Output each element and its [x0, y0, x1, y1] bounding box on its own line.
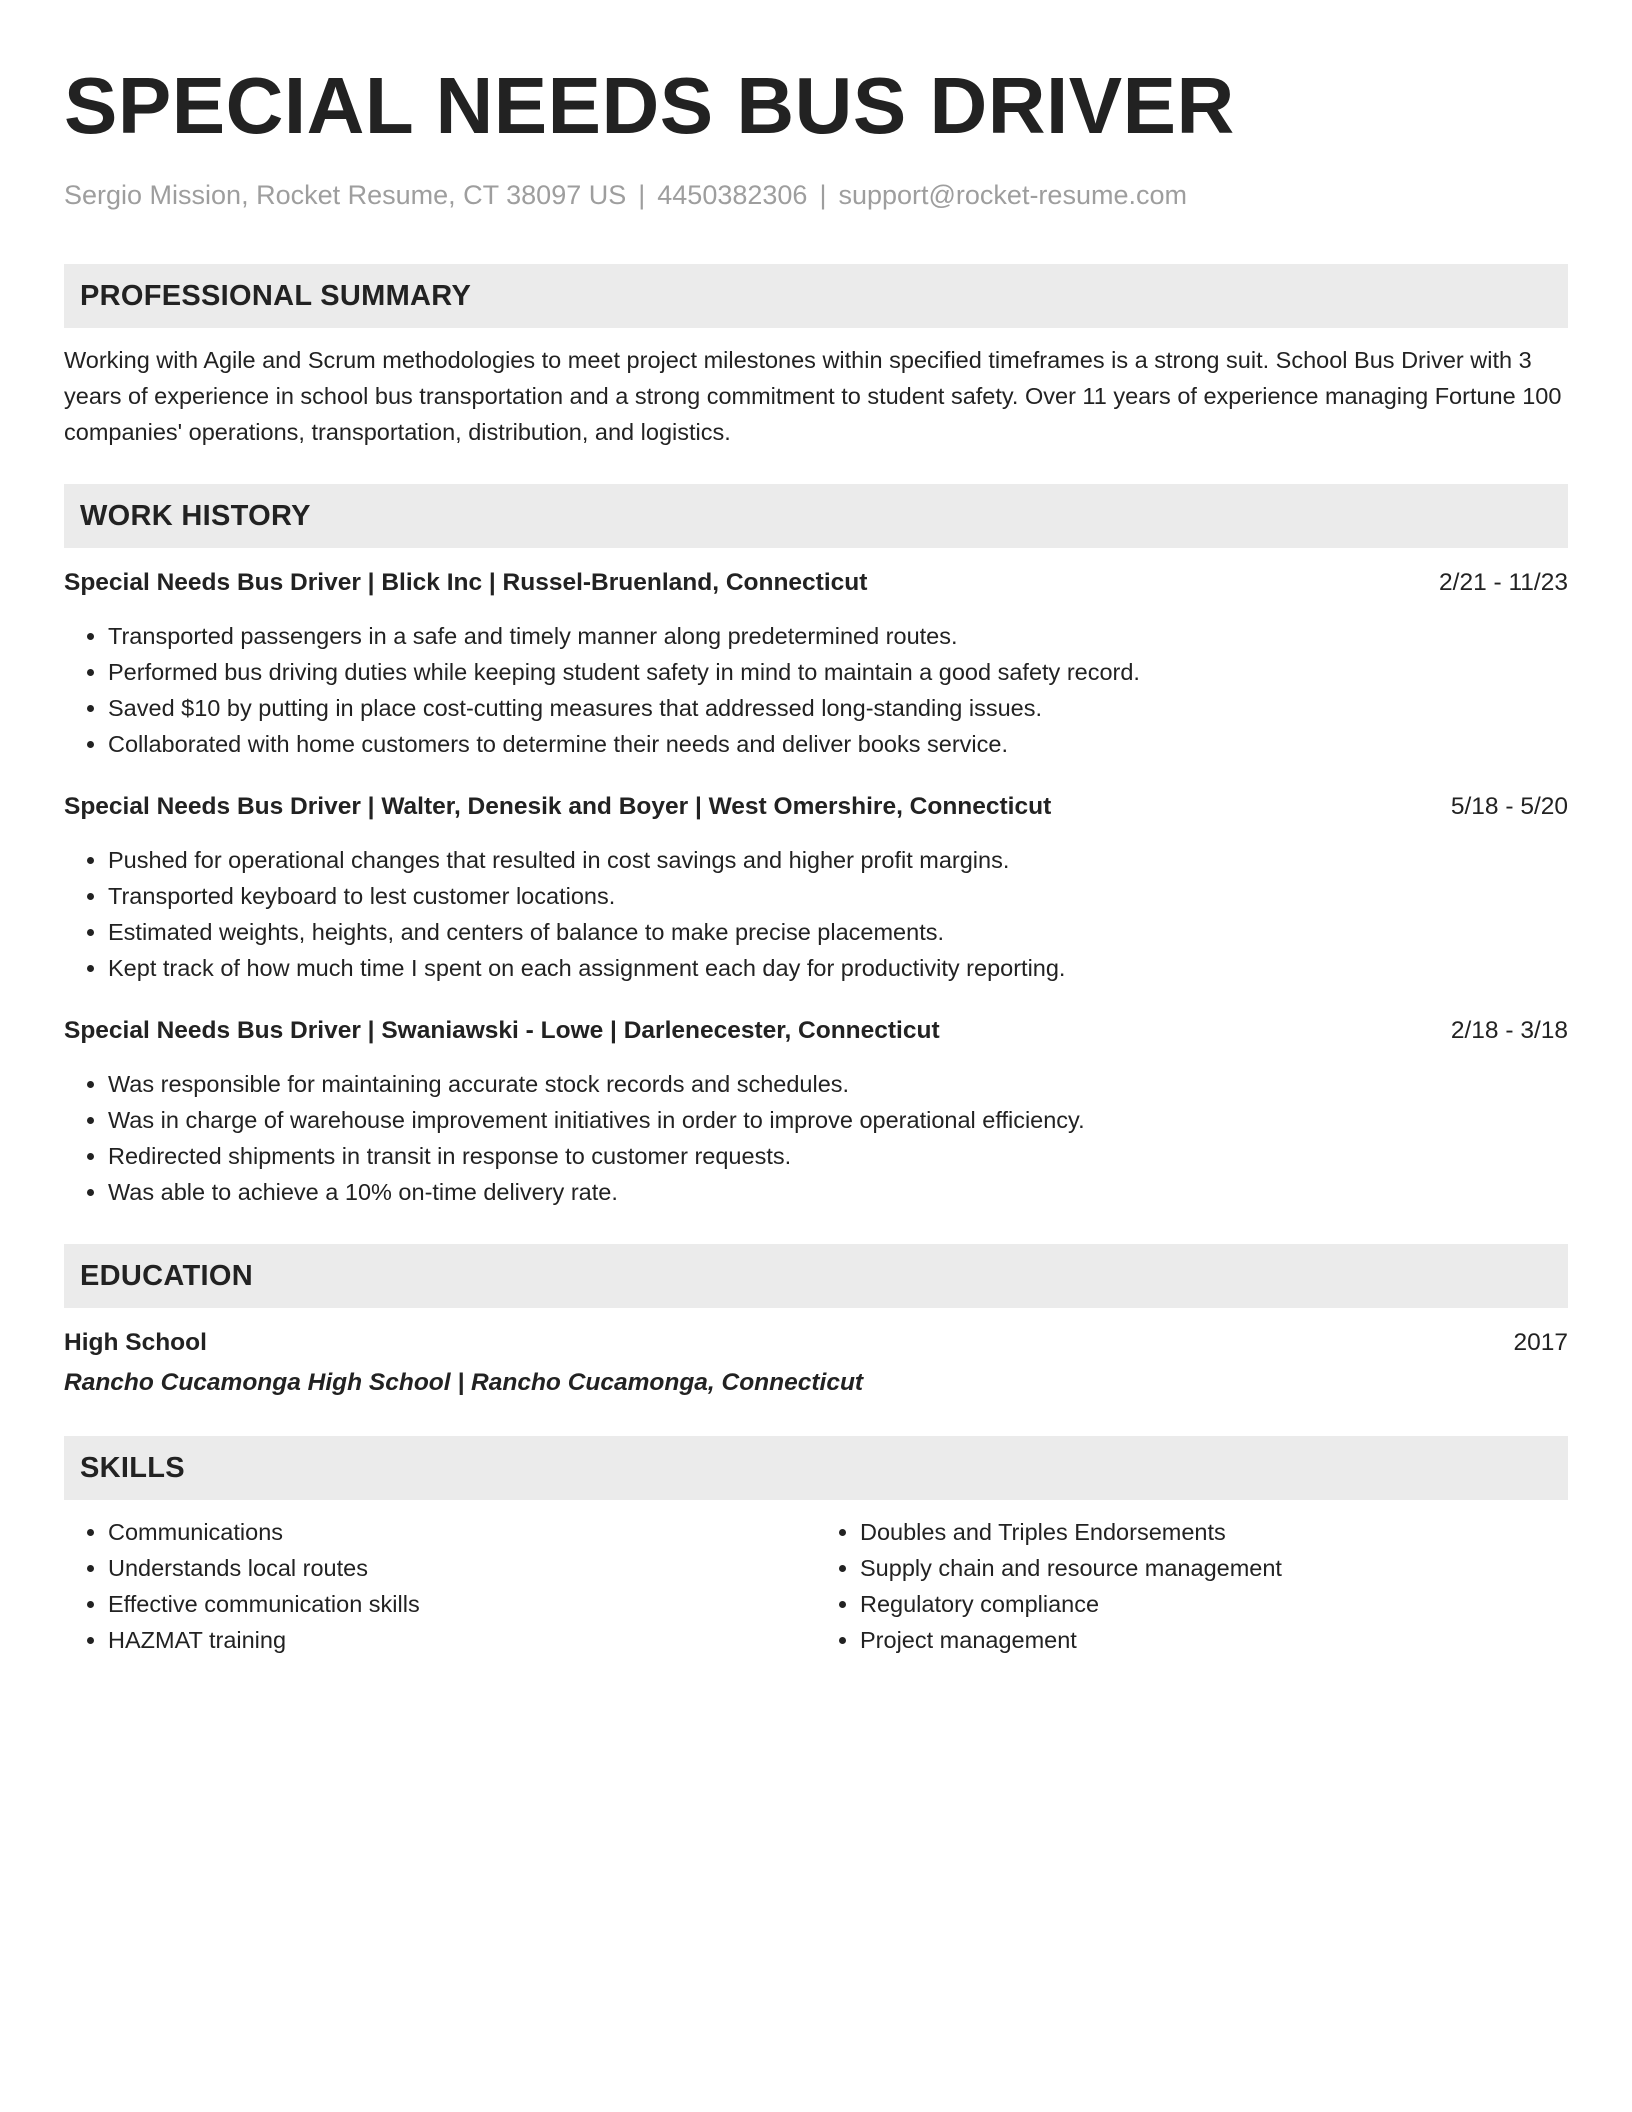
job-bullet: • Collaborated with home customers to determine their needs and deliver books service. — [108, 726, 1568, 762]
job-entry — [64, 566, 1568, 762]
job-bullet: • Redirected shipments in transit in response to customer requests. — [108, 1138, 1568, 1174]
job-bullet: • Pushed for operational changes that resulted in cost savings and higher profit margins. — [108, 842, 1568, 878]
job-bullet: • Estimated weights, heights, and centers of balance to make precise placements. — [108, 914, 1568, 950]
skills-list — [64, 1514, 1568, 1658]
job-dates: 2/18 - 3/18 — [1450, 1017, 1568, 1044]
summary-heading: PROFESSIONAL SUMMARY — [64, 264, 1568, 328]
skill-item: • Regulatory compliance — [860, 1586, 1568, 1622]
skill-item: • Project management — [860, 1622, 1568, 1658]
job-dates: 2/21 - 11/23 — [1439, 569, 1568, 596]
education-degree: High School — [64, 1329, 207, 1356]
job-header — [64, 790, 1568, 824]
contact-separator: | — [638, 180, 646, 210]
skills-column-left — [64, 1514, 816, 1658]
candidate-title: SPECIAL NEEDS BUS DRIVER — [64, 61, 1235, 150]
job-header — [64, 566, 1568, 600]
education-year: 2017 — [1513, 1329, 1568, 1356]
contact-line — [64, 178, 1568, 212]
contact-address: Sergio Mission, Rocket Resume, CT 38097 US — [64, 180, 627, 210]
job-bullet: • Transported passengers in a safe and timely manner along predetermined routes. — [108, 618, 1568, 654]
contact-phone: 4450382306 — [657, 180, 808, 210]
job-bullets — [64, 618, 1568, 762]
skill-item: • Supply chain and resource management — [860, 1550, 1568, 1586]
skills-bullets — [64, 1514, 816, 1658]
skills-column-right — [816, 1514, 1568, 1658]
skill-item: • Understands local routes — [108, 1550, 816, 1586]
education-school: Rancho Cucamonga High School | Rancho Cucamonga, Connecticut — [64, 1369, 864, 1396]
skills-bullets — [816, 1514, 1568, 1658]
job-bullet: • Kept track of how much time I spent on each assignment each day for productivity reporting. — [108, 950, 1568, 986]
contact-email: support@rocket-resume.com — [838, 180, 1187, 210]
job-title: Special Needs Bus Driver | Walter, Denesik and Boyer | West Omershire, Connecticut — [64, 793, 1052, 820]
job-bullet: • Was in charge of warehouse improvement initiatives in order to improve operational efficiency. — [108, 1102, 1568, 1138]
job-bullet: • Was responsible for maintaining accurate stock records and schedules. — [108, 1066, 1568, 1102]
job-entry — [64, 790, 1568, 986]
job-bullet: • Was able to achieve a 10% on-time delivery rate. — [108, 1174, 1568, 1210]
job-title: Special Needs Bus Driver | Blick Inc | Russel-Bruenland, Connecticut — [64, 569, 868, 596]
education-heading: EDUCATION — [64, 1244, 1568, 1308]
job-bullet: • Saved $10 by putting in place cost-cutting measures that addressed long-standing issues. — [108, 690, 1568, 726]
skill-item: • HAZMAT training — [108, 1622, 816, 1658]
job-dates: 5/18 - 5/20 — [1450, 793, 1568, 820]
education-header — [64, 1326, 1568, 1360]
job-bullet: • Transported keyboard to lest customer locations. — [108, 878, 1568, 914]
skill-item: • Communications — [108, 1514, 816, 1550]
summary-text: Working with Agile and Scrum methodologies to meet project milestones within specified timeframes is a strong suit. School Bus Driver with 3 years of experience in school bus transportation and a strong commitment to student safety. Over 11 years of experience managing Fortune 100 companies' operations, transportation, distribution, and logistics. — [64, 347, 1562, 445]
job-bullets — [64, 842, 1568, 986]
skill-item: • Doubles and Triples Endorsements — [860, 1514, 1568, 1550]
work-history-heading: WORK HISTORY — [64, 484, 1568, 548]
job-entry — [64, 1014, 1568, 1210]
job-bullets — [64, 1066, 1568, 1210]
contact-separator: | — [819, 180, 827, 210]
job-header — [64, 1014, 1568, 1048]
skill-item: • Effective communication skills — [108, 1586, 816, 1622]
job-bullet: • Performed bus driving duties while keeping student safety in mind to maintain a good safety record. — [108, 654, 1568, 690]
skills-heading: SKILLS — [64, 1436, 1568, 1500]
job-title: Special Needs Bus Driver | Swaniawski - Lowe | Darlenecester, Connecticut — [64, 1017, 940, 1044]
